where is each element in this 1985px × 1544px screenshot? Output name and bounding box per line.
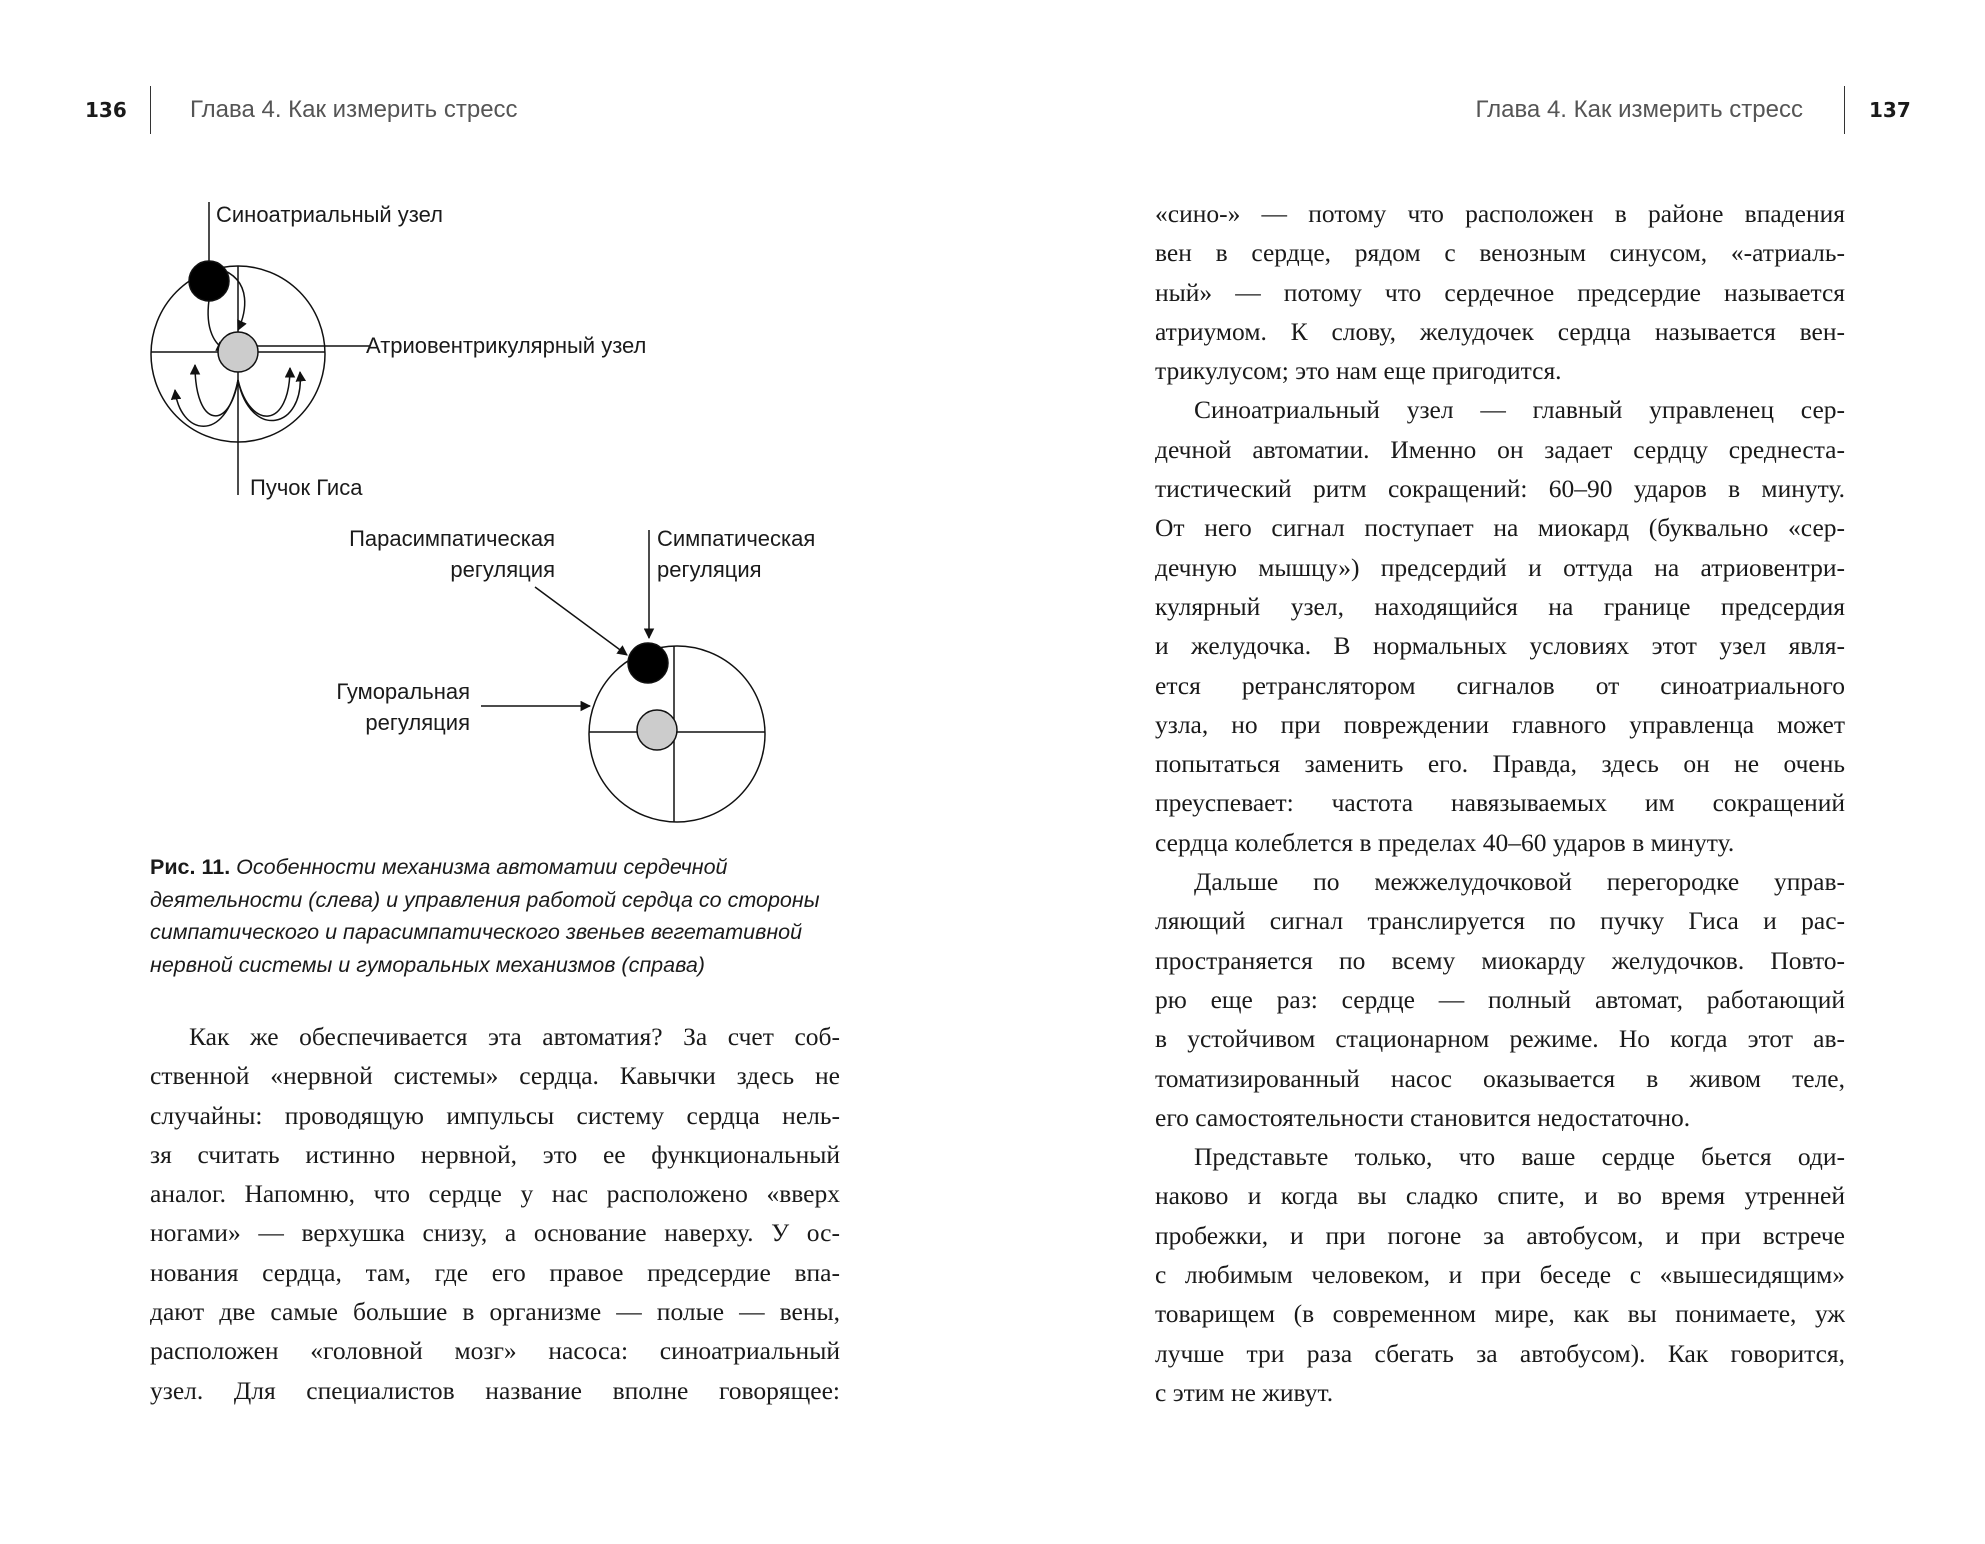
text-line: узла, но при повреждении главного управленца может: [1155, 709, 1845, 739]
text-line: наково и когда вы сладко спите, и во время утренней: [1155, 1181, 1845, 1211]
caption-label: Рис. 11.: [150, 855, 231, 879]
text-line: нования сердца, там, где его правое предсердие впа-: [150, 1257, 840, 1287]
page-number-right: 137: [1869, 98, 1911, 122]
automatism-diagram: [151, 202, 370, 495]
text-line: рю еще раз: сердце — полный автомат, работающий: [1155, 984, 1845, 1014]
text-line: узел. Для специалистов название вполне говорящее:: [150, 1375, 840, 1405]
text-line: тистический ритм сокращений: 60–90 ударов в минуту.: [1155, 474, 1845, 504]
text-line: кулярный узел, находящийся на границе предсердия: [1155, 591, 1845, 621]
text-line: пространяется по всему миокарду желудочков. Повто-: [1155, 945, 1845, 975]
sinoatrial-node: [189, 261, 229, 301]
text-line: Синоатриальный узел — главный управленец сер-: [1194, 395, 1845, 425]
text-line: Как же обеспечивается эта автоматия? За счет соб-: [189, 1022, 840, 1051]
text-line: Дальше по межжелудочковой перегородке управ-: [1194, 867, 1845, 897]
page-number-left: 136: [85, 98, 127, 122]
label-line: регуляция: [365, 710, 470, 735]
text-line: расположен «головной мозг» насоса: синоатриальный: [150, 1336, 840, 1366]
text-line: трикулусом; это нам еще пригодится.: [1155, 356, 1562, 386]
text-line: и желудочка. В нормальных условиях этот узел явля-: [1155, 631, 1845, 661]
text-line: с любимым человеком, и при беседе с «вышесидящим»: [1155, 1260, 1845, 1290]
text-line: с этим не живут.: [1155, 1377, 1334, 1407]
label-line: регуляция: [450, 557, 555, 582]
text-line: дают две самые большие в организме — полые — вены,: [150, 1297, 840, 1327]
text-line: пробежки, и при погоне за автобусом, и при встрече: [1155, 1220, 1845, 1250]
text-line: дечной автоматии. Именно он задает сердцу среднеста-: [1155, 434, 1845, 464]
text-line: в устойчивом стационарном режиме. Но когда этот ав-: [1155, 1024, 1845, 1054]
text-line: «сино-» — потому что расположен в районе впадения: [1155, 199, 1845, 228]
running-head-left: Глава 4. Как измерить стресс: [190, 96, 518, 123]
sinoatrial-node-right: [628, 643, 668, 683]
label-parasympathetic: [300, 523, 555, 585]
label-line: Симпатическая: [657, 526, 816, 551]
figure-caption: [150, 851, 840, 981]
text-line: его самостоятельности становится недостаточно.: [1155, 1102, 1691, 1132]
parasympathetic-arrow: [535, 587, 627, 655]
label-sinoatrial-node: Синоатриальный узел: [216, 202, 443, 227]
text-line: вен в сердце, рядом с венозным синусом, «-атриаль-: [1155, 238, 1845, 268]
text-line: ный» — потому что сердечное предсердие называется: [1155, 277, 1845, 307]
av-node-right: [637, 710, 677, 750]
running-head-right: Глава 4. Как измерить стресс: [1475, 96, 1803, 123]
text-line: лучше три раза сбегать за автобусом). Как говорится,: [1155, 1338, 1845, 1368]
text-line: сердца колеблется в пределах 40–60 ударов в минуту.: [1155, 827, 1735, 857]
av-node: [218, 332, 258, 372]
arrow-loop-3: [238, 368, 290, 416]
label-av-node: Атриовентрикулярный узел: [366, 333, 647, 358]
label-humoral: [300, 676, 470, 738]
text-line: аналог. Напомню, что сердце у нас расположено «вверх: [150, 1179, 840, 1209]
left-body-text: [150, 1017, 840, 1410]
text-line: ногами» — верхушка снизу, а основание наверху. У ос-: [150, 1218, 840, 1248]
text-line: атриумом. К слову, желудочек сердца называется вен-: [1155, 316, 1845, 346]
text-line: товарищем (в современном мире, как вы понимаете, уж: [1155, 1299, 1845, 1329]
text-line: Представьте только, что ваше сердце бьется оди-: [1194, 1142, 1845, 1172]
text-line: зя считать истинно нервной, это ее функциональный: [150, 1139, 840, 1169]
text-line: дечную мышцу») предсердий и оттуда на атриовентри-: [1155, 552, 1845, 582]
caption-text: Особенности механизма автоматии сердечной деятельности (слева) и управления работой сердца со стороны симпатического и парасимпатического звеньев вегетативной нервной системы и гуморальных механизмов (справа): [150, 855, 820, 977]
text-line: попытаться заменить его. Правда, здесь он не очень: [1155, 749, 1845, 779]
text-line: От него сигнал поступает на миокард (буквально «сер-: [1155, 513, 1845, 543]
right-body-text: [1155, 194, 1845, 1412]
text-line: ляющий сигнал транслируется по пучку Гиса и рас-: [1155, 906, 1845, 936]
label-line: Парасимпатическая: [349, 526, 555, 551]
text-line: томатизированный насос оказывается в живом теле,: [1155, 1063, 1845, 1093]
arrow-loop-1: [195, 365, 238, 416]
arrow-loop-2: [175, 380, 238, 426]
label-line: Гуморальная: [336, 679, 470, 704]
label-his-bundle: Пучок Гиса: [250, 475, 363, 500]
label-sympathetic: [657, 523, 815, 585]
text-line: случайны: проводящую импульсы систему сердца нель-: [150, 1100, 840, 1130]
text-line: преуспевает: частота навязываемых им сокращений: [1155, 788, 1845, 818]
arrow-loop-4: [238, 372, 300, 421]
text-line: ется ретранслятором сигналов от синоатриального: [1155, 670, 1845, 700]
text-line: ственной «нервной системы» сердца. Кавычки здесь не: [150, 1061, 840, 1091]
label-line: регуляция: [657, 557, 762, 582]
